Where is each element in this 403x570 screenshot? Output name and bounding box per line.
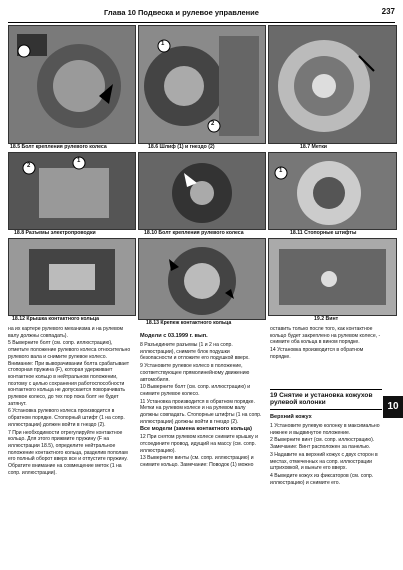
paragraph: 5 Выверните болт (см. сопр. иллюстрацию), отметьте положение рулевого колеса относительно рулевого вала и снимите рулевое колесо. Внимание: При выворачивании болта срабатывает стопорная пружина (F), которая удерживает контактное кольцо в нейтральном положении, поэтому с целью сохранения работоспособности контактного кольца не допускается поворачивать рулевое колесо, до тех пор пока болт не будет затянут.: [8, 340, 131, 407]
caption-18-8: 18.8 Разъемы электропроводки: [14, 230, 96, 236]
text-column-3b: [270, 423, 382, 487]
photo-18-10: [138, 152, 266, 230]
section-heading-19: 19 Снятие и установка кожухов рулевой колонки: [270, 389, 382, 410]
paragraph: 13 Выверните винты (см. сопр. иллюстрацию) и снимите кольцо. Замечание: Поводок (1) можно: [140, 455, 254, 468]
paragraph: 1 Установите рулевую колонку в максимально нижнее и выдвинутое положение.: [270, 423, 380, 436]
paragraph: оставить только после того, как контактное кольцо будет закреплено на рулевом колесе, - снимите оба кольца в вином порядке.: [270, 326, 381, 346]
paragraph: 7 При необходимости отрегулируйте контактное кольцо. Для этого прижмите пружину (F на иллюстрации 18.5), определите нейтральное положение контактного кольца, разделив пополам его полный оборот вверх все и отпустите пружину. Обратите внимание на совмещение меток (1 на сопр. иллюстрации).: [8, 429, 128, 476]
caption-18-7: 18.7 Метки: [300, 144, 328, 150]
caption-18-13: 18.13 Крепеж контактного кольца: [146, 320, 232, 326]
page-number: 237: [381, 7, 395, 16]
caption-18-11: 18.11 Стопорные штифты: [290, 230, 357, 236]
paragraph: 8 Разъедините разъемы (1 и 2 на сопр. иллюстрации), снимите блок подушки безопасности и отложите его подушкой вверх.: [140, 342, 250, 362]
paragraph: 11 Установка производится в обратном порядке. Метки на рулевом колесе и на рулевом валу должны совпадать. Стопорные штифты (1 на сопр. иллюстрации) должны войти в гнездо (2).: [140, 398, 262, 425]
caption-18-10: 18.10 Болт крепления рулевого колеса: [144, 230, 244, 236]
photo-18-6: [138, 25, 266, 144]
caption-18-5: 18.5 Болт крепления рулевого колеса: [10, 144, 107, 150]
paragraph: 6 Установка рулевого колеса производится в обратном порядке. Стопорный штифт (1 на сопр. иллюстрации) должен войти в гнездо (2).: [8, 408, 125, 428]
subheading-upper-cover: Верхний кожух: [270, 414, 312, 420]
text-column-1: [8, 326, 133, 477]
chapter-tab: 10: [383, 396, 403, 418]
photo-18-5: [8, 25, 136, 144]
marker-1: 1: [77, 158, 81, 164]
paragraph: 12 При снятом рулевом колесе снимите крышку и отсоедините провод, идущий на массу (см. сопр. иллюстрацию).: [140, 434, 258, 454]
photo-18-7: [268, 25, 397, 144]
marker-1: 1: [279, 168, 283, 174]
caption-18-12: 18.12 Крышка контактного кольца: [12, 316, 100, 322]
text-column-3: [270, 326, 382, 362]
marker-2: 2: [27, 163, 31, 169]
paragraph: 14 Установка производится в обратном порядке.: [270, 347, 364, 360]
photo-18-11: [268, 152, 397, 230]
photo-18-13: [138, 238, 266, 320]
photo-19-2: [268, 238, 397, 316]
caption-18-6: 18.6 Шлиф (1) и гнездо (2): [148, 144, 215, 150]
paragraph: 4 Выведите кожух из фиксаторов (см. сопр. иллюстрацию) и снимите его.: [270, 472, 374, 486]
marker-2: 2: [211, 121, 215, 127]
paragraph: 3 Надавите на верхний кожух с двух сторон в местах, отмеченных на сопр. иллюстрации штриховкой, и выньте его вверх.: [270, 451, 378, 472]
paragraph: 2 Выверните винт (см. сопр. иллюстрацию). Замечание: Винт расположен за панелью.: [270, 437, 375, 451]
paragraph: 9 Установите рулевое колесо в положение, соответствующее прямолинейному движению автомобиля.: [140, 363, 250, 383]
text-column-2: [140, 342, 262, 470]
subheading-models: Модели с 03.1999 г. вып.: [140, 333, 208, 339]
chapter-title: Глава 10 Подвеска и рулевое управление: [104, 8, 259, 17]
subheading-all-models: Все модели (замена контактного кольца): [140, 426, 252, 433]
paragraph: 10 Выверните болт (см. сопр. иллюстрацию) и снимите рулевое колесо.: [140, 384, 251, 397]
marker-1: 1: [161, 41, 165, 47]
paragraph: на их картере рулевого механизма и на рулевом валу должны совпадать).: [8, 326, 124, 339]
page-header: [8, 6, 395, 23]
photo-18-12: [8, 238, 136, 316]
caption-19-2: 19.2 Винт: [314, 316, 339, 322]
photo-18-8: [8, 152, 136, 230]
